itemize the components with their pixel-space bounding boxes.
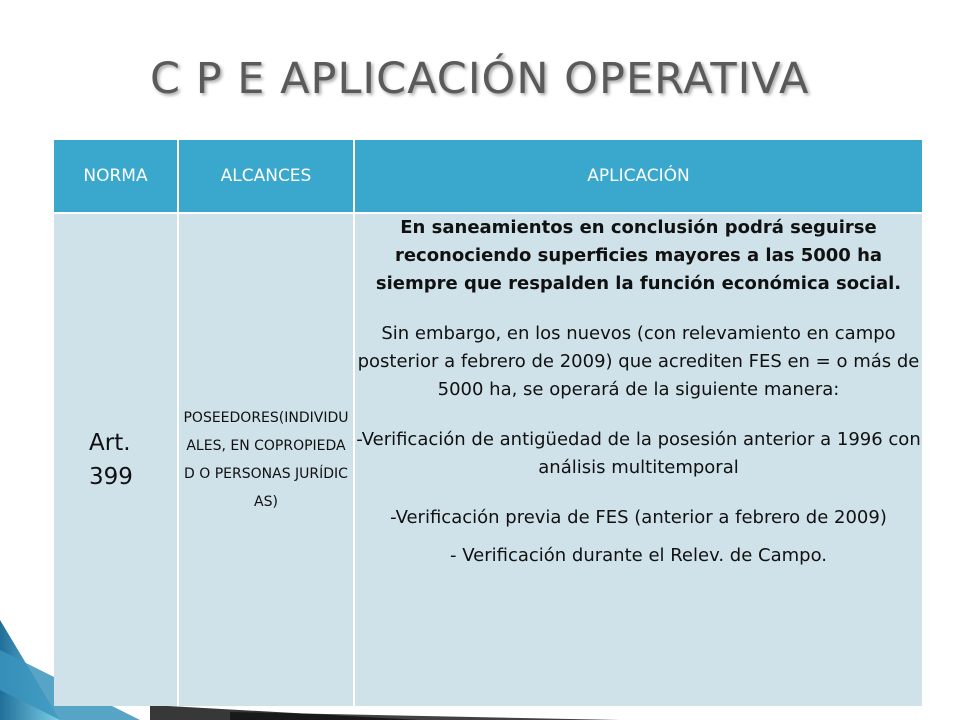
header-alcances: ALCANCES — [178, 140, 354, 213]
cell-alcances — [178, 213, 354, 706]
header-aplicacion: APLICACIÓN — [354, 140, 922, 213]
table-row — [54, 213, 922, 706]
page-title: C P E APLICACIÓN OPERATIVA — [150, 54, 810, 104]
article-number: Art. 399 — [89, 430, 133, 490]
alcances-text: POSEEDORES(INDIVIDUALES, EN COPROPIEDAD O PERSONAS JURÍDICAS) — [183, 410, 349, 510]
header-norma: NORMA — [54, 140, 178, 213]
aplicacion-paragraph-1: En saneamientos en conclusión podrá seguirse reconociendo superficies mayores a las 5000 ha siempre que respalden la función económica social. — [375, 217, 902, 294]
aplicacion-paragraph-4: -Verificación previa de FES (anterior a febrero de 2009) — [390, 507, 887, 528]
aplicacion-paragraph-3: -Verificación de antigüedad de la posesión anterior a 1996 con análisis multitemporal — [356, 429, 921, 478]
aplicacion-paragraph-2: Sin embargo, en los nuevos (con relevamiento en campo posterior a febrero de 2009) que acrediten FES en = o más de 5000 ha, se operará de la siguiente manera: — [357, 323, 920, 400]
aplicacion-paragraph-5: - Verificación durante el Relev. de Campo. — [450, 545, 827, 566]
cell-aplicacion — [354, 213, 922, 706]
table-header-row — [54, 140, 922, 213]
cpe-table — [54, 140, 922, 706]
cell-norma — [54, 213, 178, 706]
